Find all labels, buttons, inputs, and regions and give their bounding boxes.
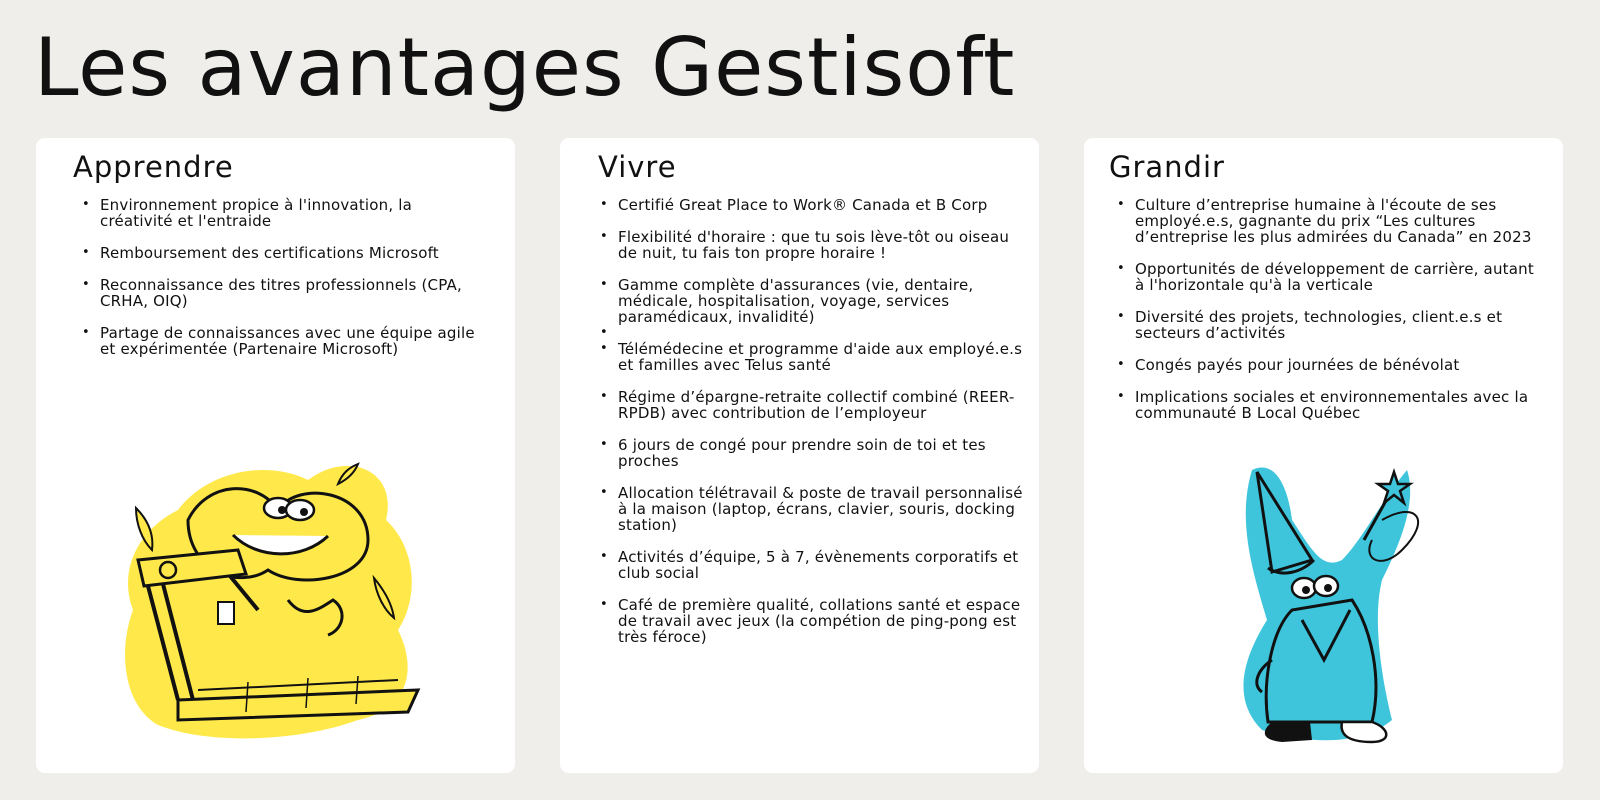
page-title: Les avantages Gestisoft — [34, 21, 1016, 114]
benefit-item: • Café de première qualité, collations santé et espace de travail avec jeux (la compétion de ping-pong est très féroce) — [600, 597, 1025, 645]
card-vivre — [560, 138, 1039, 773]
wizard-character-illustration — [1232, 460, 1432, 750]
benefit-item-empty — [600, 325, 1025, 341]
benefit-item: • Culture d’entreprise humaine à l'écoute de ses employé.e.s, gagnante du prix “Les cultures d’entreprise les plus admirées du Canada” en 2023 — [1117, 197, 1537, 245]
benefit-item: • Télémédecine et programme d'aide aux employé.e.s et familles avec Telus santé — [600, 341, 1025, 373]
benefit-item: • 6 jours de congé pour prendre soin de toi et tes proches — [600, 437, 1025, 469]
benefit-item: • Congés payés pour journées de bénévolat — [1117, 357, 1537, 373]
benefit-item: • Flexibilité d'horaire : que tu sois lève-tôt ou oiseau de nuit, tu fais ton propre horaire ! — [600, 229, 1025, 261]
benefit-item: • Environnement propice à l'innovation, la créativité et l'entraide — [82, 197, 482, 229]
card-title: Apprendre — [73, 150, 234, 184]
card-apprendre — [36, 138, 515, 773]
benefit-item: • Allocation télétravail & poste de travail personnalisé à la maison (laptop, écrans, clavier, souris, docking station) — [600, 485, 1025, 533]
benefit-item: • Reconnaissance des titres professionnels (CPA, CRHA, OIQ) — [82, 277, 482, 309]
benefit-list — [82, 197, 482, 373]
treadmill-character-illustration — [118, 450, 458, 750]
benefit-item: • Activités d’équipe, 5 à 7, évènements corporatifs et club social — [600, 549, 1025, 581]
benefit-item: • Opportunités de développement de carrière, autant à l'horizontale qu'à la verticale — [1117, 261, 1537, 293]
benefit-item: • Partage de connaissances avec une équipe agile et expérimentée (Partenaire Microsoft) — [82, 325, 482, 357]
benefit-item: • Remboursement des certifications Microsoft — [82, 245, 482, 261]
benefit-item: • Implications sociales et environnementales avec la communauté B Local Québec — [1117, 389, 1537, 421]
card-title: Vivre — [598, 150, 677, 184]
benefit-item: • Régime d’épargne-retraite collectif combiné (REER-RPDB) avec contribution de l’employeur — [600, 389, 1025, 421]
benefit-item: • Gamme complète d'assurances (vie, dentaire, médicale, hospitalisation, voyage, services paramédicaux, invalidité) — [600, 277, 1025, 325]
benefit-item: • Diversité des projets, technologies, client.e.s et secteurs d’activités — [1117, 309, 1537, 341]
benefit-list — [600, 197, 1025, 661]
card-title: Grandir — [1109, 150, 1225, 184]
card-grandir — [1084, 138, 1563, 773]
benefit-item: • Certifié Great Place to Work® Canada et B Corp — [600, 197, 1025, 213]
benefit-list — [1117, 197, 1537, 437]
